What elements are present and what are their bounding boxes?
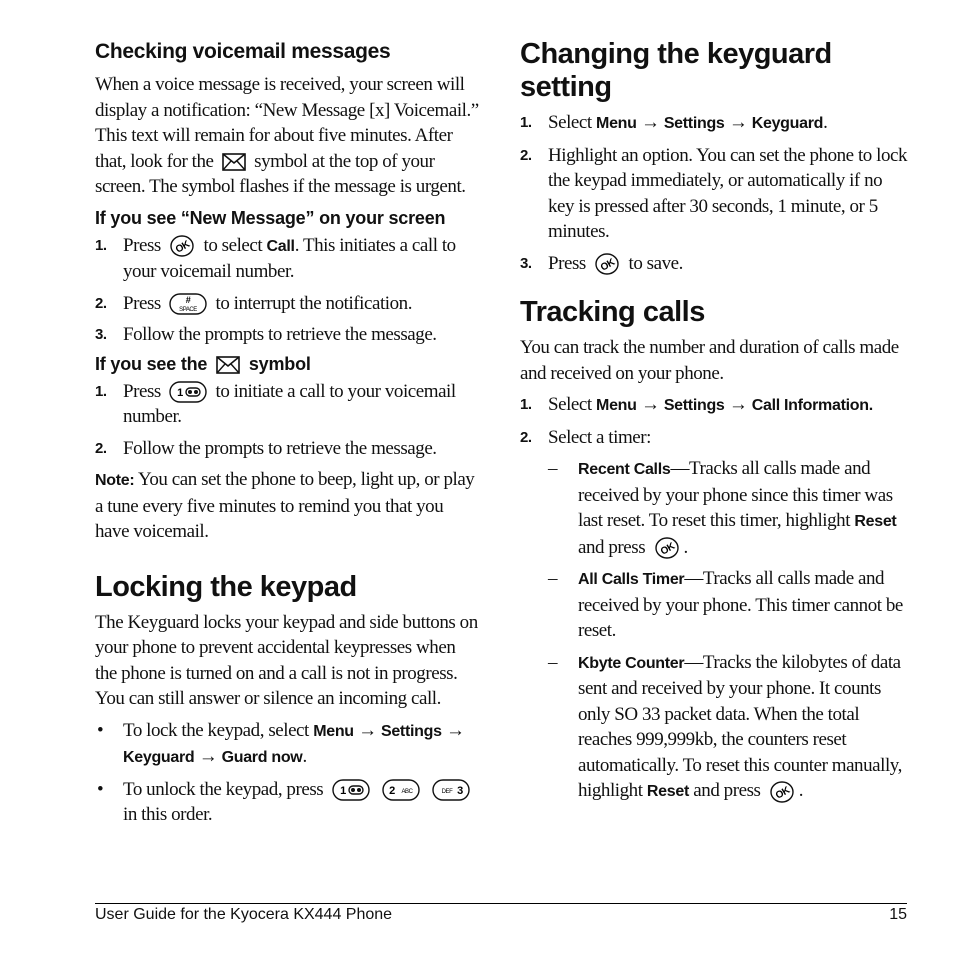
ui-term: Call Information.: [751, 397, 873, 414]
ui-term: Settings: [663, 397, 725, 414]
envelope-icon: [222, 153, 246, 171]
list-item: [520, 251, 910, 277]
tracking-steps: [520, 392, 910, 450]
ui-term: Call: [266, 237, 295, 255]
step-text: Follow the prompts to retrieve the message.: [123, 324, 437, 345]
bullet: •: [97, 778, 104, 800]
tracking-intro: You can track the number and duration of calls made and received on your phone.: [520, 337, 899, 384]
ok-key-icon: [169, 235, 195, 257]
sub1-steps: [95, 233, 480, 348]
step-text: Press: [123, 292, 161, 314]
step-number: 1.: [95, 236, 107, 254]
one-key-icon: [169, 381, 207, 403]
list-item: 1. Select Menu → Settings → Keyguard.: [520, 110, 910, 137]
item-text: —Tracks all calls made and received by your phone since this timer was last reset. To reset this timer, highlight: [578, 458, 893, 531]
dash: –: [548, 568, 558, 589]
step-number: 1.: [520, 396, 532, 413]
step-number: 2.: [520, 146, 532, 164]
note-text: You can set the phone to beep, light up, or play a tune every five minutes to remind you that you have voicemail.: [95, 469, 475, 542]
keypad-bullets: [95, 718, 480, 828]
note-label: Note:: [95, 472, 135, 489]
arrow: →: [198, 746, 218, 767]
step-text: Select: [548, 394, 592, 415]
step-number: 2.: [95, 439, 107, 457]
svg-text:1: 1: [177, 387, 184, 400]
ok-key-icon: [769, 781, 795, 803]
svg-text:OK: OK: [773, 784, 792, 802]
svg-text:OK: OK: [599, 257, 617, 274]
ui-term: Kbyte Counter: [578, 654, 685, 672]
dash: –: [548, 651, 558, 673]
step-text: Select a timer:: [548, 426, 651, 448]
voicemail-intro-2: symbol at the top of your screen. The symbol flashes if the message is urgent.: [95, 150, 466, 197]
svg-text:OK: OK: [174, 239, 192, 256]
svg-text:OK: OK: [658, 541, 677, 558]
svg-text:#: #: [185, 295, 191, 306]
list-item: [95, 379, 480, 430]
ui-term: Recent Calls: [578, 461, 671, 478]
ui-term: Guard now: [221, 749, 303, 766]
item-text: and press: [578, 536, 646, 558]
list-item: [95, 322, 480, 348]
sub2-heading-post: symbol: [248, 353, 311, 374]
step-text: Highlight an option. You can set the phone to lock the keypad immediately, or automatically if no key is pressed after 30 seconds, 1 minute, or 5 minutes.: [548, 144, 908, 242]
step-text: Press: [123, 380, 161, 402]
step-text: to initiate a call to your voicemail number.: [123, 380, 456, 427]
sub2-steps: [95, 379, 480, 462]
bullet-text: in this order.: [123, 804, 213, 825]
keyguard-heading: Changing the keyguard setting: [520, 38, 832, 103]
step-text: . This initiates a call to your voicemail number.: [123, 234, 456, 282]
step-text: Follow the prompts to retrieve the message.: [123, 437, 437, 459]
ui-term: Menu: [596, 397, 637, 414]
step-number: 3.: [520, 254, 532, 272]
ui-term: Keyguard: [751, 115, 824, 132]
list-item: [520, 143, 910, 245]
ui-term: Keyguard: [123, 749, 195, 766]
arrow: →: [728, 112, 748, 133]
voicemail-intro-1: When a voice message is received, your screen will display a notification: “New Message [x] Voicemail.” This text will remain for about five minutes. After that, look for the: [95, 74, 479, 172]
arrow: →: [640, 394, 660, 415]
footer: [95, 903, 907, 923]
step-text: to interrupt the notification.: [215, 292, 413, 314]
sub2-heading-pre: If you see the: [95, 353, 208, 374]
right-column: [520, 38, 910, 811]
list-item: [95, 436, 480, 462]
step-text: Press: [548, 252, 586, 274]
voicemail-heading: Checking voicemail messages: [95, 40, 391, 63]
arrow: →: [358, 719, 377, 741]
tracking-heading: Tracking calls: [520, 296, 705, 328]
arrow: →: [445, 719, 465, 741]
arrow: →: [728, 394, 748, 415]
list-item: [520, 425, 910, 451]
space-key-icon: [169, 293, 207, 315]
item-text: —Tracks the kilobytes of data sent and received by your phone. It counts only SO 33 packet data. When the total reaches 999,999kb, the counters reset automatically. To reset this counter manually, highlight: [578, 651, 902, 801]
list-item: – Kbyte Counter—Tracks the kilobytes of data sent and received by your phone. It counts only SO 33 packet data. When the total reaches 999,999kb, the counters reset automatically. To reset this counter manually, highlight Reset and press OK .: [548, 651, 902, 802]
svg-text:3: 3: [457, 785, 463, 798]
svg-text:ABC: ABC: [401, 789, 413, 796]
ok-key-icon: [654, 537, 680, 559]
keypad-body: The Keyguard locks your keypad and side buttons on your phone to prevent accidental keypresses when the phone is turned on and a call is not in progress. You can still answer or silence an incoming call.: [95, 611, 478, 709]
ui-term: Reset: [646, 783, 689, 800]
list-item: [520, 392, 910, 419]
ok-key-icon: [594, 253, 620, 275]
list-item: [95, 291, 480, 317]
svg-text:2: 2: [389, 785, 395, 798]
item-text: and press: [693, 780, 761, 801]
ui-term: Reset: [854, 513, 897, 530]
step-text: Select: [548, 112, 592, 133]
svg-text:1: 1: [339, 785, 346, 798]
step-number: 1.: [520, 114, 532, 131]
bullet-text: To lock the keypad, select: [123, 719, 309, 741]
left-column: [95, 38, 480, 834]
ui-term: All Calls Timer: [578, 571, 685, 588]
keyguard-steps: [520, 110, 910, 276]
bullet: •: [97, 719, 104, 741]
keypad-heading: Locking the keypad: [95, 570, 357, 603]
svg-text:DEF: DEF: [441, 789, 453, 796]
two-key-icon: [382, 779, 420, 801]
svg-text:SPACE: SPACE: [179, 307, 198, 314]
step-text: to select: [203, 234, 263, 256]
voicemail-intro: [95, 72, 480, 200]
step-number: 2.: [95, 294, 107, 312]
page-number: 15: [889, 906, 907, 923]
envelope-icon: [216, 356, 240, 374]
step-number: 3.: [95, 326, 107, 343]
note: [95, 467, 480, 545]
ui-term: Settings: [380, 722, 442, 740]
one-key-icon: [332, 779, 370, 801]
ui-term: Menu: [313, 722, 354, 740]
list-item: – Recent Calls—Tracks all calls made and received by your phone since this timer was last reset. To reset this timer, highlight Reset and press OK .: [548, 458, 897, 558]
sub1-heading: If you see “New Message” on your screen: [95, 207, 446, 228]
item-text: —Tracks all calls made and received by your phone. This timer cannot be reset.: [578, 568, 903, 641]
step-number: 1.: [95, 382, 107, 400]
footer-title: User Guide for the Kyocera KX444 Phone: [95, 906, 393, 923]
timer-list: [520, 456, 910, 805]
step-number: 2.: [520, 428, 532, 446]
arrow: →: [640, 112, 660, 133]
sub2-heading: [95, 354, 480, 375]
list-item: [95, 233, 480, 285]
ui-term: Settings: [663, 115, 725, 132]
list-item: • To lock the keypad, select Menu → Settings → Keyguard → Guard now.: [97, 719, 465, 767]
dash: –: [548, 458, 558, 479]
step-text: Press: [123, 234, 161, 256]
ui-term: Menu: [596, 115, 637, 132]
list-item: [95, 777, 480, 828]
bullet-text: To unlock the keypad, press: [123, 778, 324, 800]
three-key-icon: [432, 779, 470, 801]
step-text: to save.: [628, 252, 683, 274]
list-item: [520, 566, 910, 644]
